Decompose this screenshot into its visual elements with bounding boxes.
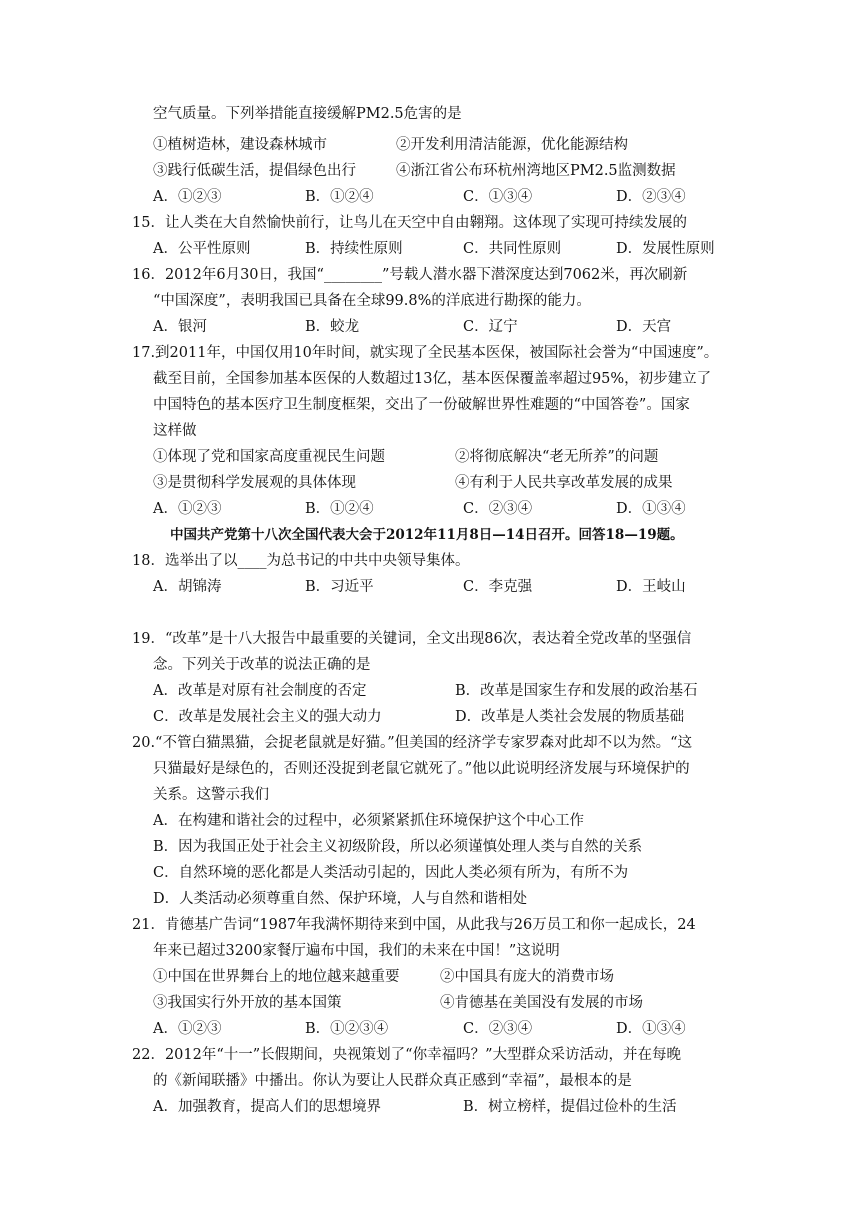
- choice-d: D．改革是人类社会发展的物质基础: [455, 709, 685, 725]
- choice-b: B．①②③④: [305, 1021, 389, 1037]
- choice-c: C．①③④: [463, 189, 533, 205]
- q20-stem-3: 关系。这警示我们: [153, 787, 269, 803]
- q20-choice-d: D．人类活动必须尊重自然、保护环境，人与自然和谐相处: [153, 891, 528, 907]
- q21-option-4: ④肯德基在美国没有发展的市场: [440, 995, 643, 1011]
- q17-stem-3: 中国特色的基本医疗卫生制度框架，交出了一份破解世界性难题的“中国答卷”。国家: [153, 397, 690, 413]
- q19-stem-1: 19．“改革”是十八大报告中最重要的关键词，全文出现86次，表达着全党改革的坚强信: [132, 631, 692, 647]
- q17-option-4: ④有利于人民共享改革发展的成果: [455, 475, 673, 491]
- q14-option-2: ②开发利用清洁能源，优化能源结构: [396, 137, 628, 153]
- q14-stem-tail: 空气质量。下列举措能直接缓解PM2.5危害的是: [153, 106, 462, 122]
- choice-c: C．②③④: [463, 1021, 533, 1037]
- q16-stem-2: “中国深度”，表明我国已具备在全球99.8%的洋底进行勘探的能力。: [153, 293, 591, 309]
- choice-a: A．胡锦涛: [153, 579, 222, 595]
- q22-stem-2: 的《新闻联播》中播出。你认为要让人民群众真正感到“幸福”，最根本的是: [153, 1073, 632, 1089]
- choice-d: D．②③④: [616, 189, 686, 205]
- choice-c: C．改革是发展社会主义的强大动力: [153, 709, 382, 725]
- choice-d: D．①③④: [616, 1021, 686, 1037]
- q17-option-3: ③是贯彻科学发展观的具体体现: [153, 475, 356, 491]
- choice-b: B．习近平: [305, 579, 374, 595]
- q20-stem-1: 20.“不管白猫黑猫，会捉老鼠就是好猫。”但美国的经济学专家罗森对此却不以为然。“这: [132, 735, 693, 751]
- choice-a: A．加强教育，提高人们的思想境界: [153, 1099, 381, 1115]
- choice-b: B．树立榜样，提倡过俭朴的生活: [463, 1099, 677, 1115]
- choice-b: B．蛟龙: [305, 319, 360, 335]
- choice-a: A．银河: [153, 319, 207, 335]
- choice-a: A．改革是对原有社会制度的否定: [153, 683, 367, 699]
- q17-stem-1: 17.到2011年，中国仅用10年时间，就实现了全民基本医保，被国际社会誉为“中国速度”。: [132, 345, 719, 361]
- choice-d: D．王岐山: [616, 579, 686, 595]
- choice-d: D．发展性原则: [616, 241, 715, 257]
- q17-stem-4: 这样做: [153, 423, 197, 439]
- choice-c: C．李克强: [463, 579, 533, 595]
- section-intro-18-19: 中国共产党第十八次全国代表大会于2012年11月8日—14日召开。回答18—19题。: [170, 527, 684, 543]
- q17-option-2: ②将彻底解决“老无所养”的问题: [455, 449, 659, 465]
- choice-d: D．天宫: [616, 319, 672, 335]
- choice-a: A．①②③: [153, 1021, 222, 1037]
- q14-option-3: ③践行低碳生活，提倡绿色出行: [153, 163, 356, 179]
- choice-b: B．①②④: [305, 501, 374, 517]
- q14-option-4: ④浙江省公布环杭州湾地区PM2.5监测数据: [396, 163, 676, 179]
- choice-c: C．②③④: [463, 501, 533, 517]
- q20-choice-c: C．自然环境的恶化都是人类活动引起的，因此人类必须有所为，有所不为: [153, 865, 629, 881]
- choice-a: A．①②③: [153, 501, 222, 517]
- q21-stem-1: 21．肯德基广告词“1987年我满怀期待来到中国，从此我与26万员工和你一起成长，24: [132, 917, 696, 933]
- q20-choice-a: A．在构建和谐社会的过程中，必须紧紧抓住环境保护这个中心工作: [153, 813, 584, 829]
- q15-stem: 15．让人类在大自然愉快前行，让鸟儿在天空中自由翱翔。这体现了实现可持续发展的: [132, 215, 687, 231]
- q19-stem-2: 念。下列关于改革的说法正确的是: [153, 657, 371, 673]
- q14-option-1: ①植树造林，建设森林城市: [153, 137, 327, 153]
- q17-stem-2: 截至目前，全国参加基本医保的人数超过13亿，基本医保覆盖率超过95%，初步建立了: [153, 371, 712, 387]
- q18-stem: 18．选举出了以____为总书记的中共中央领导集体。: [132, 553, 470, 569]
- q22-stem-1: 22．2012年“十一”长假期间，央视策划了“你幸福吗？”大型群众采访活动，并在每晚: [132, 1047, 682, 1063]
- q16-stem-1: 16．2012年6月30日，我国“________”号载人潜水器下潜深度达到7062米，再次刷新: [132, 267, 688, 283]
- choice-c: C．辽宁: [463, 319, 518, 335]
- choice-b: B．改革是国家生存和发展的政治基石: [455, 683, 698, 699]
- q21-option-2: ②中国具有庞大的消费市场: [440, 969, 614, 985]
- choice-b: B．持续性原则: [305, 241, 403, 257]
- choice-c: C．共同性原则: [463, 241, 562, 257]
- q21-stem-2: 年来已超过3200家餐厅遍布中国，我们的未来在中国！”这说明: [153, 943, 560, 959]
- q21-option-1: ①中国在世界舞台上的地位越来越重要: [153, 969, 400, 985]
- q21-option-3: ③我国实行外开放的基本国策: [153, 995, 342, 1011]
- choice-b: B．①②④: [305, 189, 374, 205]
- choice-a: A．①②③: [153, 189, 222, 205]
- q20-choice-b: B．因为我国正处于社会主义初级阶段，所以必须谨慎处理人类与自然的关系: [153, 839, 643, 855]
- choice-a: A．公平性原则: [153, 241, 251, 257]
- q20-stem-2: 只猫最好是绿色的，否则还没捉到老鼠它就死了。”他以此说明经济发展与环境保护的: [153, 761, 690, 777]
- q17-option-1: ①体现了党和国家高度重视民生问题: [153, 449, 385, 465]
- choice-d: D．①③④: [616, 501, 686, 517]
